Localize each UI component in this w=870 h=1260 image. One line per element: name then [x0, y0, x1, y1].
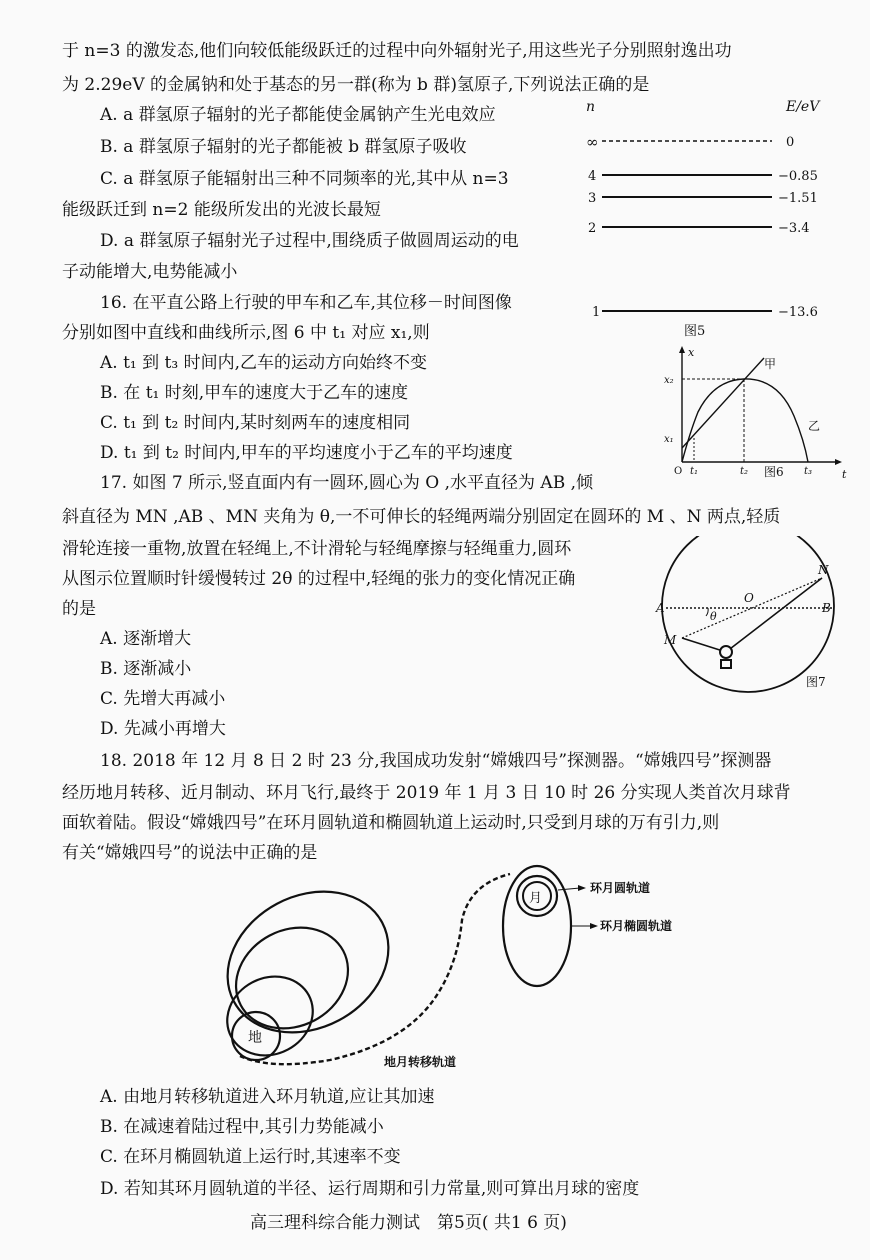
q18-option-c: C. 在环月椭圆轨道上运行时,其速率不变	[100, 1147, 401, 1167]
fig6-t1-label: t₁	[690, 466, 699, 477]
fig6-origin: O	[674, 466, 683, 477]
q17-option-a: A. 逐渐增大	[100, 629, 192, 649]
intro-line-1: 于 n=3 的激发态,他们向较低能级跃迁的过程中向外辐射光子,用这些光子分别照射逸出功	[62, 41, 732, 61]
fig5-level-n-inf: ∞	[586, 133, 599, 151]
fig8-elliptic-label: 环月椭圆轨道	[600, 919, 673, 933]
fig5-level-n-3: 3	[588, 191, 597, 206]
fig5-caption: 图5	[684, 324, 706, 339]
fig7-label-o: O	[744, 591, 754, 605]
fig7-caption: 图7	[806, 675, 826, 689]
fig5-level-e-3: −1.51	[778, 191, 818, 206]
q17-option-c: C. 先增大再减小	[100, 689, 226, 709]
q15-option-c-2: 能级跃迁到 n=2 能级所发出的光波长最短	[62, 200, 381, 220]
q18-stem-4: 有关“嫦娥四号”的说法中正确的是	[62, 843, 318, 863]
fig6-caption: 图6	[764, 465, 784, 479]
fig6-t2-label: t₂	[740, 466, 749, 477]
q18-option-a: A. 由地月转移轨道进入环月轨道,应让其加速	[100, 1087, 435, 1107]
fig8-earth: 地	[248, 1030, 262, 1046]
fig7-label-n: N	[818, 563, 829, 577]
fig7-label-a: A	[656, 601, 665, 615]
fig5-level-n-1: 1	[592, 305, 601, 320]
fig8-circular-label: 环月圆轨道	[590, 881, 651, 895]
fig6-t-axis: t	[842, 468, 847, 481]
fig8-moon: 月	[529, 891, 543, 906]
fig7-label-theta: θ	[710, 610, 717, 623]
fig5-e-header: E/eV	[786, 99, 820, 115]
fig6-t3-label: t₃	[804, 466, 813, 477]
energy-level-diagram	[580, 95, 840, 345]
fig5-level-e-1: −13.6	[778, 305, 818, 320]
fig7-label-b: B	[822, 601, 831, 615]
q18-stem-1: 18. 2018 年 12 月 8 日 2 时 23 分,我国成功发射“嫦娥四号”探测器。“嫦娥四号”探测器	[100, 751, 772, 771]
fig7-label-m: M	[664, 633, 677, 647]
q17-stem-1: 17. 如图 7 所示,竖直面内有一圆环,圆心为 O ,水平直径为 AB ,倾	[100, 473, 593, 493]
fig6-x-axis: x	[688, 346, 695, 359]
q16-option-d: D. t₁ 到 t₂ 时间内,甲车的平均速度小于乙车的平均速度	[100, 443, 513, 463]
fig5-n-header: n	[586, 99, 596, 115]
q15-option-c-1: C. a 群氢原子能辐射出三种不同频率的光,其中从 n=3	[100, 169, 509, 189]
q17-stem-5: 的是	[62, 599, 96, 619]
fig6-x1-label: x₁	[664, 434, 674, 445]
q17-option-b: B. 逐渐减小	[100, 659, 192, 679]
q17-stem-2: 斜直径为 MN ,AB 、MN 夹角为 θ,一不可伸长的轻绳两端分别固定在圆环的 M 、N 两点,轻质	[62, 507, 781, 527]
fig5-level-n-2: 2	[588, 221, 597, 236]
q18-option-b: B. 在减速着陆过程中,其引力势能减小	[100, 1117, 384, 1137]
fig5-level-n-4: 4	[588, 169, 597, 184]
q17-option-d: D. 先减小再增大	[100, 719, 226, 739]
displacement-time-graph	[652, 342, 852, 482]
q16-option-c: C. t₁ 到 t₂ 时间内,某时刻两车的速度相同	[100, 413, 411, 433]
intro-line-2: 为 2.29eV 的金属钠和处于基态的另一群(称为 b 群)氢原子,下列说法正确的是	[62, 75, 650, 95]
q16-stem-2: 分别如图中直线和曲线所示,图 6 中 t₁ 对应 x₁,则	[62, 323, 430, 343]
q17-stem-3: 滑轮连接一重物,放置在轻绳上,不计滑轮与轻绳摩擦与轻绳重力,圆环	[62, 539, 572, 559]
q15-option-d-1: D. a 群氢原子辐射光子过程中,围绕质子做圆周运动的电	[100, 231, 519, 251]
fig5-level-e-2: −3.4	[778, 221, 810, 236]
fig5-level-e-4: −0.85	[778, 169, 818, 184]
ring-diagram	[648, 536, 848, 696]
earth-moon-orbit-diagram	[210, 860, 730, 1078]
q17-stem-4: 从图示位置顺时针缓慢转过 2θ 的过程中,轻绳的张力的变化情况正确	[62, 569, 576, 589]
page-footer: 高三理科综合能力测试 第5页( 共1 6 页)	[250, 1213, 567, 1233]
fig5-level-e-inf: 0	[786, 135, 795, 150]
q18-option-d: D. 若知其环月圆轨道的半径、运行周期和引力常量,则可算出月球的密度	[100, 1179, 640, 1199]
fig6-yi-label: 乙	[808, 419, 821, 433]
q16-option-b: B. 在 t₁ 时刻,甲车的速度大于乙车的速度	[100, 383, 409, 403]
fig8-transfer-label: 地月转移轨道	[384, 1055, 457, 1069]
fig6-jia-label: 甲	[764, 357, 777, 371]
q16-stem-1: 16. 在平直公路上行驶的甲车和乙车,其位移－时间图像	[100, 293, 512, 313]
q15-option-a: A. a 群氢原子辐射的光子都能使金属钠产生光电效应	[100, 105, 496, 125]
q15-option-d-2: 子动能增大,电势能减小	[62, 262, 238, 282]
q18-stem-2: 经历地月转移、近月制动、环月飞行,最终于 2019 年 1 月 3 日 10 时 26 分实现人类首次月球背	[62, 783, 791, 803]
q16-option-a: A. t₁ 到 t₃ 时间内,乙车的运动方向始终不变	[100, 353, 427, 373]
q18-stem-3: 面软着陆。假设“嫦娥四号”在环月圆轨道和椭圆轨道上运动时,只受到月球的万有引力,则	[62, 813, 720, 833]
fig6-x2-label: x₂	[664, 375, 674, 386]
q15-option-b: B. a 群氢原子辐射的光子都能被 b 群氢原子吸收	[100, 137, 467, 157]
